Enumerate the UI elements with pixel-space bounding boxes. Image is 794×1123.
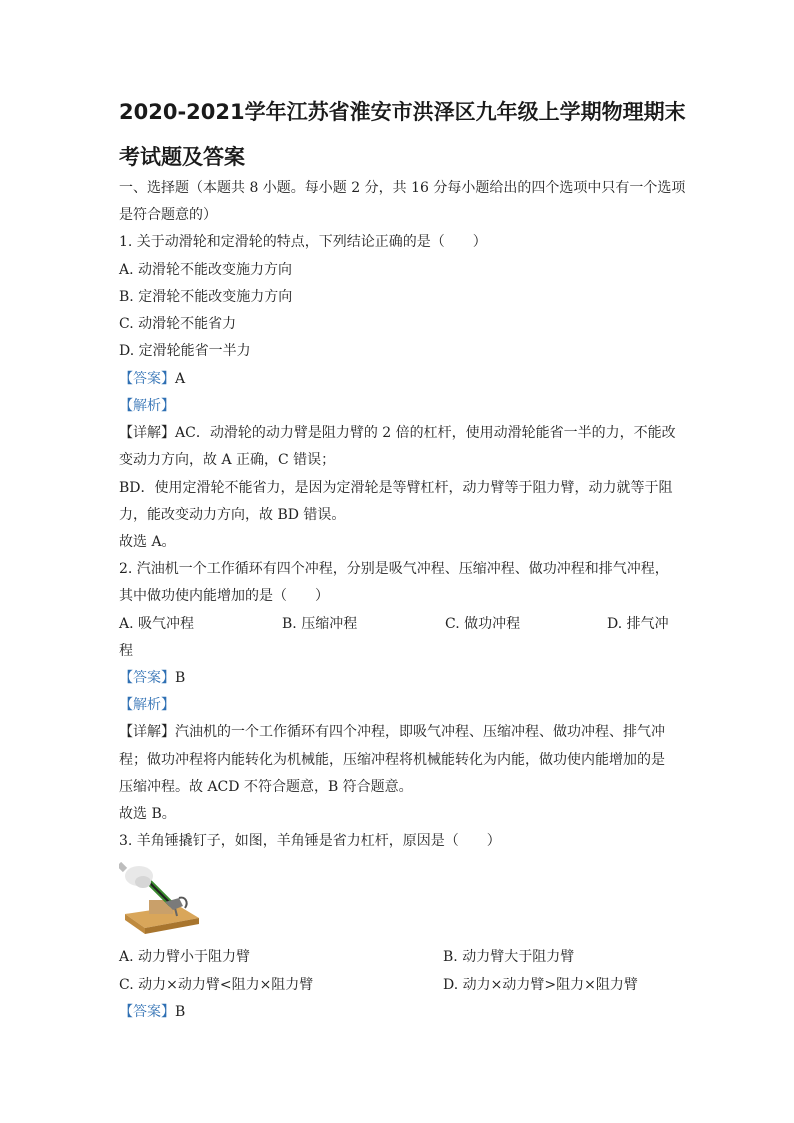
q2-stem-line2: 其中做功使内能增加的是（ ） [119,588,329,604]
q2-analysis [119,695,175,715]
q2-option-d: D. 排气冲 [607,616,669,632]
q1-detail-line2: 变动力方向，故 A 正确，C 错误； [119,452,336,468]
q1-option-b: B. 定滑轮不能改变施力方向 [119,289,293,305]
q1-option-a: A. 动滑轮不能改变施力方向 [119,262,293,278]
claw-hammer-figure [119,862,201,938]
q1-answer-value: A [175,371,186,387]
q3-stem: 3. 羊角锤撬钉子，如图，羊角锤是省力杠杆，原因是（ ） [119,833,501,849]
answer-tag: 【答案】 [119,1004,175,1020]
detail-tag: 【详解】 [119,425,175,441]
q1-analysis [119,396,175,416]
q1-stem: 1. 关于动滑轮和定滑轮的特点，下列结论正确的是（ ） [119,234,487,250]
section-heading-line2: 是符合题意的） [119,207,217,223]
q3-answer-value: B [175,1004,186,1020]
q1-detail-line4: 力，能改变动力方向，故 BD 错误。 [119,507,346,523]
answer-tag: 【答案】 [119,670,175,686]
q2-answer-value: B [175,670,186,686]
q1-option-d: D. 定滑轮能省一半力 [119,343,251,359]
q2-detail-text1: 汽油机的一个工作循环有四个冲程，即吸气冲程、压缩冲程、做功冲程、排气冲 [175,724,665,740]
q1-detail-line1 [119,423,676,443]
q3-option-c: C. 动力×动力臂<阻力×阻力臂 [119,977,314,993]
q2-answer [119,668,185,688]
q1-answer [119,369,185,389]
q2-conclusion: 故选 B。 [119,806,176,822]
analysis-tag: 【解析】 [119,697,175,713]
q1-conclusion: 故选 A。 [119,534,176,550]
q2-stem-line1: 2. 汽油机一个工作循环有四个冲程，分别是吸气冲程、压缩冲程、做功冲程和排气冲程， [119,561,669,577]
document-title-line2: 考试题及答案 [119,145,245,169]
analysis-tag: 【解析】 [119,398,175,414]
q1-detail-text1: AC．动滑轮的动力臂是阻力臂的 2 倍的杠杆，使用动滑轮能省一半的力，不能改 [175,425,676,441]
detail-tag: 【详解】 [119,724,175,740]
q2-detail-line2: 程；做功冲程将内能转化为机械能，压缩冲程将机械能转化为内能，做功使内能增加的是 [119,752,665,768]
document-title-line1: 2020-2021学年江苏省淮安市洪泽区九年级上学期物理期末 [119,100,686,124]
answer-tag: 【答案】 [119,371,175,387]
q1-detail-line3: BD．使用定滑轮不能省力，是因为定滑轮是等臂杠杆，动力臂等于阻力臂，动力就等于阻 [119,480,673,496]
q3-option-b: B. 动力臂大于阻力臂 [443,949,575,965]
q2-option-d-wrap: 程 [119,643,133,659]
q2-detail-line1 [119,722,665,742]
q1-option-c: C. 动滑轮不能省力 [119,316,237,332]
q2-option-c: C. 做功冲程 [445,616,521,632]
q3-answer [119,1002,185,1022]
q2-option-a: A. 吸气冲程 [119,616,195,632]
q2-option-b: B. 压缩冲程 [282,616,358,632]
section-heading-line1: 一、选择题（本题共 8 小题。每小题 2 分，共 16 分每小题给出的四个选项中只有一个选项 [119,180,686,196]
q2-detail-line3: 压缩冲程。故 ACD 不符合题意，B 符合题意。 [119,779,413,795]
q3-option-d: D. 动力×动力臂>阻力×阻力臂 [443,977,638,993]
q3-option-a: A. 动力臂小于阻力臂 [119,949,251,965]
